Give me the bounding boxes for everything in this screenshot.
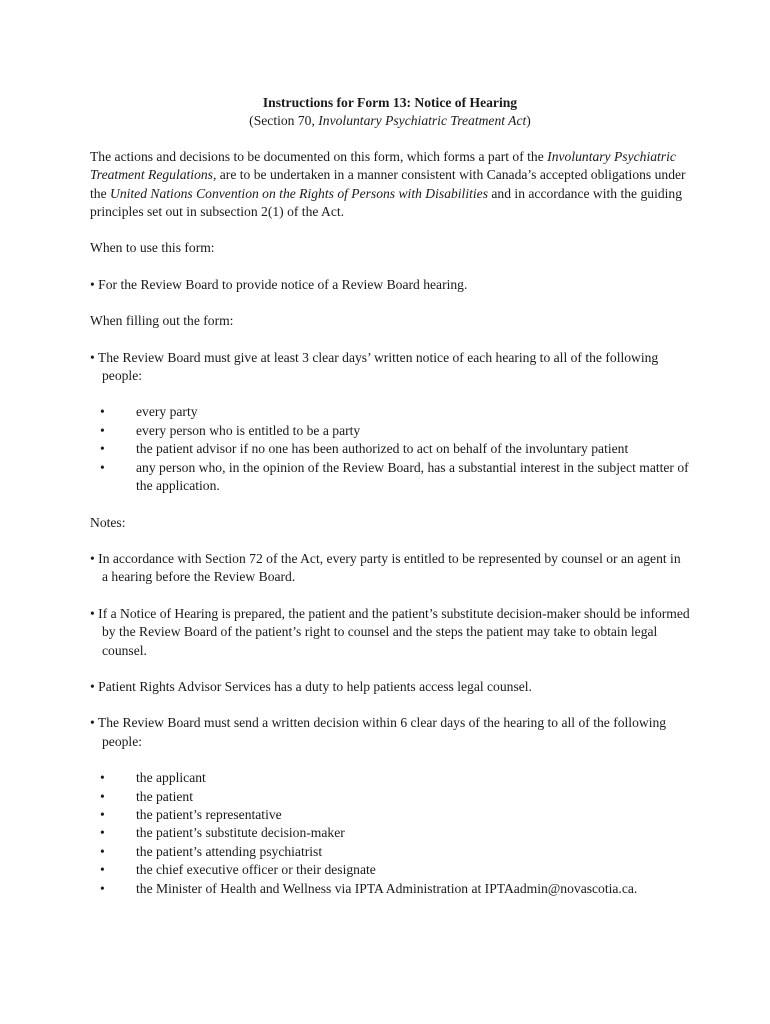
subtitle-pre: (Section 70, bbox=[249, 113, 319, 129]
note-item-text: If a Notice of Hearing is prepared, the patient and the patient’s substitute decision-maker should be informed by the Review Board of the patient’s right to counsel and the steps the patient may take to obtain legal counsel. bbox=[98, 605, 690, 658]
list-item bbox=[90, 843, 690, 861]
list-item-text: every party bbox=[136, 404, 198, 420]
when-to-use-item bbox=[90, 276, 690, 294]
note-item bbox=[90, 714, 690, 751]
note-item bbox=[90, 605, 690, 660]
bullet: • bbox=[100, 441, 105, 457]
bullet: • bbox=[100, 862, 105, 878]
list-item-text: any person who, in the opinion of the Review Board, has a substantial interest in the subject matter of the application. bbox=[136, 459, 689, 494]
intro-convention-name: United Nations Convention on the Rights of Persons with Disabilities bbox=[110, 185, 488, 201]
page-title: Instructions for Form 13: Notice of Hearing bbox=[262, 95, 518, 110]
note-item-text: In accordance with Section 72 of the Act, every party is entitled to be represented by counsel or an agent in a hearing before the Review Board. bbox=[98, 550, 681, 585]
notes-heading: Notes: bbox=[90, 514, 126, 530]
intro-text-1: The actions and decisions to be documented on this form, which forms a part of the bbox=[90, 148, 548, 164]
filling-out-heading: When filling out the form: bbox=[90, 313, 234, 329]
list-item-text: the patient’s substitute decision-maker bbox=[136, 825, 345, 841]
when-to-use-item-text: For the Review Board to provide notice of a Review Board hearing. bbox=[98, 276, 468, 292]
bullet: • bbox=[100, 404, 105, 420]
list-item bbox=[90, 403, 690, 421]
subtitle-post: ) bbox=[526, 113, 531, 129]
list-item bbox=[90, 880, 690, 898]
bullet: • bbox=[90, 678, 95, 694]
note-item-text: The Review Board must send a written decision within 6 clear days of the hearing to all of the following people: bbox=[97, 715, 667, 749]
list-item-text: every person who is entitled to be a party bbox=[136, 422, 361, 438]
note-item bbox=[90, 678, 690, 696]
list-item bbox=[90, 861, 690, 879]
bullet: • bbox=[100, 459, 105, 475]
list-item-text: the patient bbox=[136, 788, 193, 804]
when-to-use-heading: When to use this form: bbox=[90, 240, 215, 256]
subtitle-act-name: Involuntary Psychiatric Treatment Act bbox=[318, 113, 527, 129]
bullet: • bbox=[90, 715, 95, 731]
bullet: • bbox=[100, 806, 105, 822]
list-item-text: the chief executive officer or their designate bbox=[136, 862, 376, 878]
note-item bbox=[90, 550, 690, 587]
note-item-text: Patient Rights Advisor Services has a duty to help patients access legal counsel. bbox=[98, 678, 532, 694]
list-item bbox=[90, 769, 690, 787]
intro-text-3: and in accordance with the guiding principles set out in subsection 2(1) of the Act. bbox=[90, 185, 683, 220]
list-item bbox=[90, 788, 690, 806]
list-item-text: the patient’s representative bbox=[136, 806, 282, 822]
intro-text-2: , are to be undertaken in a manner consistent with Canada’s accepted obligations under the bbox=[90, 167, 686, 201]
notice-recipients-list bbox=[90, 403, 690, 495]
bullet: • bbox=[90, 550, 95, 566]
bullet: • bbox=[90, 276, 95, 292]
bullet: • bbox=[90, 605, 95, 621]
list-item bbox=[90, 422, 690, 440]
page-subtitle bbox=[90, 112, 690, 130]
list-item-text: the applicant bbox=[136, 770, 206, 786]
bullet: • bbox=[100, 843, 105, 859]
list-item-text: the patient’s attending psychiatrist bbox=[136, 843, 323, 859]
list-item bbox=[90, 459, 690, 496]
list-item bbox=[90, 806, 690, 824]
bullet: • bbox=[100, 788, 105, 804]
bullet: • bbox=[100, 880, 105, 896]
intro-regulations-name: Involuntary Psychiatric Treatment Regulations bbox=[90, 148, 676, 183]
bullet: • bbox=[90, 349, 95, 365]
bullet: • bbox=[100, 825, 105, 841]
list-item bbox=[90, 824, 690, 842]
list-item-text: the Minister of Health and Wellness via IPTA Administration at IPTAadmin@novascotia.ca. bbox=[136, 880, 638, 896]
filling-out-item bbox=[90, 349, 690, 386]
bullet: • bbox=[100, 770, 105, 786]
list-item-text: the patient advisor if no one has been authorized to act on behalf of the involuntary patient bbox=[136, 441, 629, 457]
list-item bbox=[90, 440, 690, 458]
intro-paragraph bbox=[90, 148, 690, 222]
document-page bbox=[90, 94, 690, 916]
bullet: • bbox=[100, 422, 105, 438]
decision-recipients-list bbox=[90, 769, 690, 898]
filling-out-item-text: The Review Board must give at least 3 clear days’ written notice of each hearing to all of the following people: bbox=[97, 349, 659, 384]
